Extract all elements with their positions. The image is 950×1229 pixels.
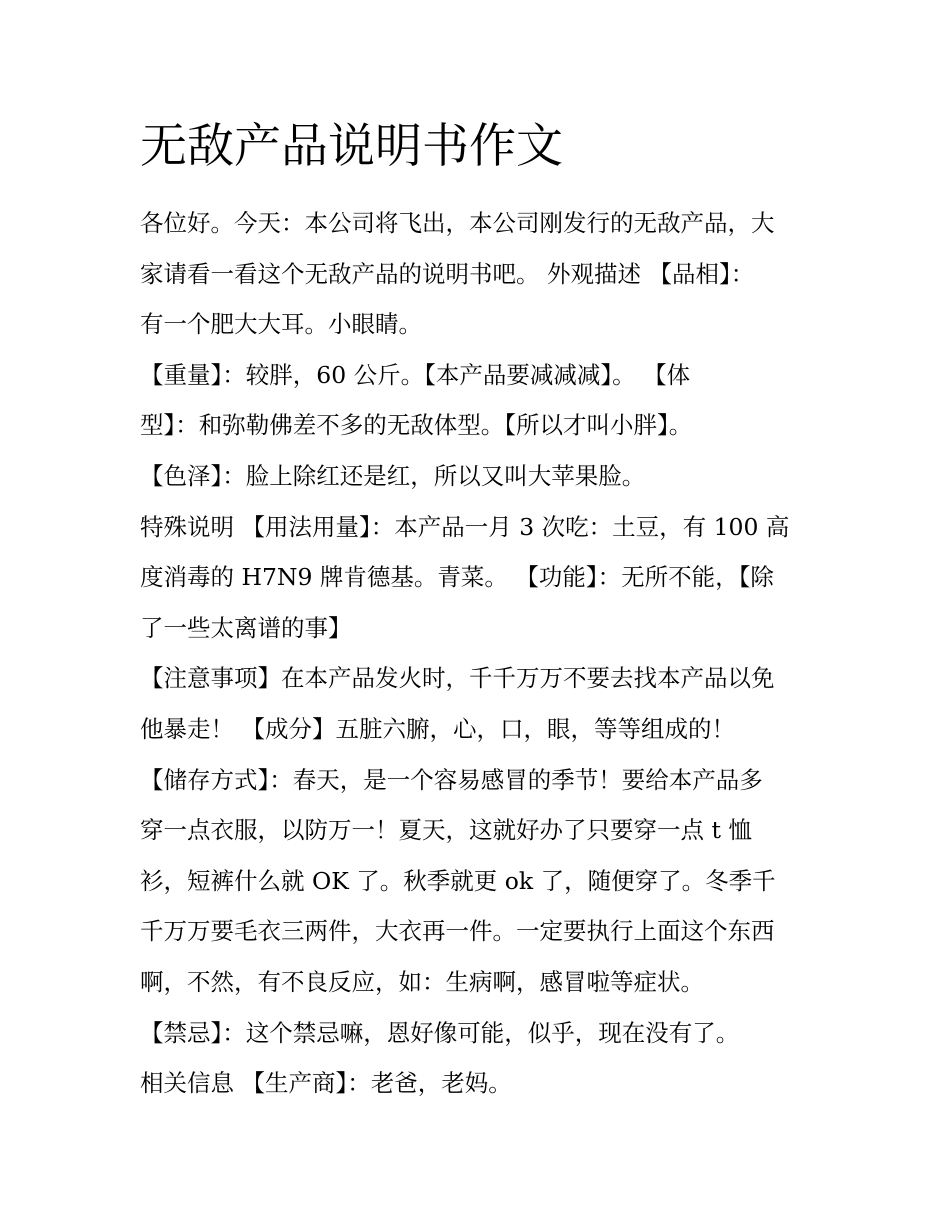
body-line: 他暴走！ 【成分】五脏六腑，心，口，眼，等等组成的！ xyxy=(140,714,735,743)
body-line: 特殊说明 【用法用量】：本产品一月 3 次吃：土豆，有 100 高 xyxy=(140,512,790,541)
body-line: 啊，不然，有不良反应，如：生病啊，感冒啦等症状。 xyxy=(140,967,704,996)
body-line: 了一些太离谱的事】 xyxy=(140,613,352,642)
body-line: 相关信息 【生产商】：老爸，老妈。 xyxy=(140,1069,512,1098)
body-line: 【重量】：较胖，60 公斤。【本产品要减减减】。 【体 xyxy=(140,360,691,389)
body-line: 千万万要毛衣三两件，大衣再一件。一定要执行上面这个东西 xyxy=(140,917,775,946)
body-line: 家请看一看这个无敌产品的说明书吧。 外观描述 【品相】： xyxy=(140,259,755,288)
body-line: 衫，短裤什么就 OK 了。秋季就更 ok 了，随便穿了。冬季千 xyxy=(140,866,776,895)
document-title: 无敌产品说明书作文 xyxy=(140,119,563,174)
document-body xyxy=(140,198,815,1109)
body-line: 度消毒的 H7N9 牌肯德基。青菜。 【功能】：无所不能，【除 xyxy=(140,563,774,592)
body-line: 【色泽】：脸上除红还是红，所以又叫大苹果脸。 xyxy=(140,461,646,490)
body-line: 【注意事项】在本产品发火时，千千万万不要去找本产品以免 xyxy=(140,664,775,693)
body-line: 有一个肥大大耳。小眼睛。 xyxy=(140,310,422,339)
body-line: 【储存方式】：春天，是一个容易感冒的季节！要给本产品多 xyxy=(140,765,763,794)
body-line: 型】：和弥勒佛差不多的无敌体型。【所以才叫小胖】。 xyxy=(140,411,693,440)
body-line: 各位好。今天：本公司将飞出，本公司刚发行的无敌产品，大 xyxy=(140,209,775,237)
body-line: 穿一点衣服，以防万一！夏天，这就好办了只要穿一点 t 恤 xyxy=(140,816,752,845)
body-line: 【禁忌】：这个禁忌嘛，恩好像可能，似乎，现在没有了。 xyxy=(140,1018,740,1047)
